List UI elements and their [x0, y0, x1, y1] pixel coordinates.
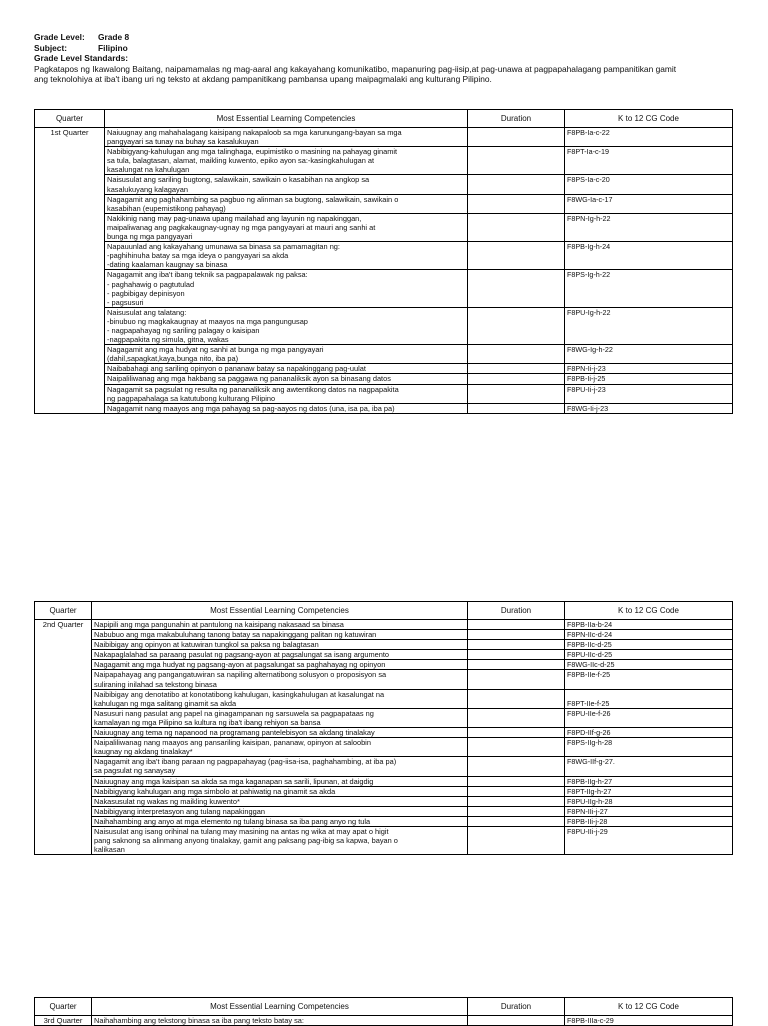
competency-text-line: Napauunlad ang kakayahang umunawa sa binasa sa pamamagitan ng: [107, 242, 340, 252]
competency-cell [92, 796, 468, 806]
competency-text-line: -dating kaalaman kaugnay sa binasa [107, 260, 228, 270]
standards-text-line-2: ang teknolohiya at iba't ibang uri ng teksto at akdang pampanitikang pambansa upang maipagmalaki ang kulturang Pilipino. [34, 74, 492, 84]
duration-cell [468, 708, 565, 727]
competency-column-header: Most Essential Learning Competencies [92, 602, 468, 620]
competency-text-line: kalikasan [94, 845, 125, 855]
table-row [35, 738, 733, 757]
competency-text-line: Napipili ang mga pangunahin at pantulong na kaisipang nakasaad sa binasa [94, 620, 344, 629]
competency-text-line: Naibibigay ang opinyon at katuwiran tungkol sa paksa ng balagtasan [94, 640, 319, 650]
table-row [35, 757, 733, 776]
competency-cell [105, 213, 468, 241]
competency-cell [92, 650, 468, 660]
competency-text-line: Nagagamit ang iba't ibang paraan ng pagpapahayag (pag-iisa-isa, paghahambing, at iba pa) [94, 757, 397, 767]
competency-text-line: maipaliwanag ang pagkakaugnay-ugnay ng mga pangyayari at mauri ang sanhi at [107, 222, 376, 232]
cg-code-cell: F8PU-IIc-d-25 [565, 650, 733, 660]
competency-text-line: Nabibigyang interpretasyon ang tulang napakinggan [94, 806, 265, 816]
competency-text-line: Nabubuo ang mga makabuluhang tanong batay sa napakinggang palitan ng katuwiran [94, 630, 377, 640]
table-row [35, 708, 733, 727]
cg-code-cell: F8PB-IIg-h-27 [565, 776, 733, 786]
table-row [35, 345, 733, 364]
table-row [35, 194, 733, 213]
duration-column-header: Duration [468, 602, 565, 620]
competency-text-line: Nagagamit ang mga hudyat ng pagsang-ayon at pagsalungat sa paghahayag ng opinyon [94, 660, 386, 670]
competency-table-quarter-3 [34, 997, 733, 1026]
table-header-row [35, 602, 733, 620]
duration-cell [468, 630, 565, 640]
competency-column-header: Most Essential Learning Competencies [105, 110, 468, 128]
cg-code-cell: F8PB-IIe-f-25 [565, 670, 733, 689]
cg-code-cell: F8PB-Ii-j-25 [565, 374, 733, 384]
duration-cell [468, 757, 565, 776]
competency-text-line: - pagbibigay depinisyon [107, 288, 185, 298]
cg-code-cell: F8PN-IIi-j-27 [565, 806, 733, 816]
competency-text-line: -nagpapakita ng simula, gitna, wakas [107, 335, 229, 345]
table-row [35, 242, 733, 270]
competency-text-line: Nakapaglalahad sa paraang pasulat ng pagsang-ayon at pagsalungat sa isang argumento [94, 650, 390, 660]
subject-label: Subject: [34, 42, 68, 53]
cg-code-cell: F8WG-IIf-g-27. [565, 757, 733, 776]
competency-text-line: kasalukuyang kalagayan [107, 184, 188, 194]
cg-code-cell: F8WG-Ig-h-22 [565, 345, 733, 364]
cg-code-cell: F8PN-Ig-h-22 [565, 213, 733, 241]
competency-text-line: Nakikinig nang may pag-unawa upang mailahad ang layunin ng napakinggan, [107, 213, 362, 223]
competency-text-line: kaugnay ng akdang tinalakay* [94, 747, 193, 757]
duration-cell [468, 786, 565, 796]
competency-text-line: Naiuugnay ang mahahalagang kaisipang nakapaloob sa mga karunungang-bayan sa mga [107, 128, 402, 137]
duration-cell [468, 128, 565, 147]
quarter-column-header: Quarter [35, 110, 105, 128]
competency-text-line: sa pagsulat ng sanaysay [94, 766, 176, 776]
table-row [35, 374, 733, 384]
cg-code-cell: F8PN-Ii-j-23 [565, 364, 733, 374]
competency-text-line: (dahil,sapagkat,kaya,bunga nito, iba pa) [107, 354, 239, 364]
cg-code-cell: F8PU-IIg-h-28 [565, 796, 733, 806]
table-row [35, 806, 733, 816]
competency-text-line: kamalayan ng mga Pilipino sa kultura ng iba't ibang rehiyon sa bansa [94, 717, 321, 727]
duration-cell [468, 374, 565, 384]
table-row [35, 364, 733, 374]
duration-cell [468, 796, 565, 806]
cg-code-cell: F8PU-Ii-j-23 [565, 384, 733, 403]
competency-text-line: Nasusuri nang pasulat ang papel na ginagampanan ng sarsuwela sa pagpapataas ng [94, 708, 374, 718]
competency-table-quarter-1 [34, 109, 733, 414]
cg-code-cell: F8PT-Ia-c-19 [565, 147, 733, 175]
cg-code-cell: F8PS-IIg-h-28 [565, 738, 733, 757]
competency-column-header: Most Essential Learning Competencies [92, 998, 468, 1016]
competency-cell [105, 194, 468, 213]
table-row [35, 620, 733, 630]
competency-text-line: Naibibigay ang denotatibo at konotatibong kahulugan, kasingkahulugan at kasalungat na [94, 689, 385, 699]
cg-code-cell: F8PS-Ia-c-20 [565, 175, 733, 194]
subject-row [34, 43, 734, 54]
duration-cell [468, 213, 565, 241]
table-row [35, 650, 733, 660]
competency-text-line: Nakasusulat ng wakas ng maikling kuwento* [94, 796, 240, 806]
table-row [35, 307, 733, 344]
duration-cell [468, 650, 565, 660]
duration-cell [468, 728, 565, 738]
table-row [35, 816, 733, 826]
competency-text-line: sa tula, balagtasan, alamat, maikling kuwento, epiko ayon sa:-kasingkahulugan at [107, 156, 375, 166]
competency-cell [105, 384, 468, 403]
table-row [35, 147, 733, 175]
competency-cell [92, 630, 468, 640]
competency-text-line: Nagagamit nang maayos ang mga pahayag sa pag-aayos ng datos (una, isa pa, iba pa) [107, 403, 395, 413]
table-row [35, 776, 733, 786]
duration-cell [468, 689, 565, 708]
table-row [35, 670, 733, 689]
competency-text-line: Naipapahayag ang pangangatuwiran sa napiling alternatibong solusyon o proposisyon sa [94, 670, 387, 680]
competency-cell [92, 806, 468, 816]
grade-level-row [34, 32, 734, 43]
competency-cell [92, 786, 468, 796]
competency-text-line: pang saknong sa alinmang anyong tinalakay, gamit ang paksang pag-ibig sa kapwa, bayan o [94, 836, 398, 846]
grade-level-value: Grade 8 [98, 32, 130, 42]
competency-cell [92, 776, 468, 786]
subject-value: Filipino [98, 42, 128, 53]
table-row [35, 786, 733, 796]
competency-cell [92, 620, 468, 630]
competency-text-line: Naipaliliwanag nang maayos ang pansariling kaisipan, pananaw, opinyon at saloobin [94, 738, 371, 748]
competency-cell [92, 1016, 468, 1026]
competency-text-line: Nagagamit ang mga hudyat ng sanhi at bunga ng mga pangyayari [107, 345, 324, 355]
competency-text-line: Naiuugnay ang mga kaisipan sa akda sa mga kaganapan sa sarili, lipunan, at daigdig [94, 776, 374, 786]
quarter-column-header: Quarter [35, 602, 92, 620]
competency-text-line: - pagsusuri [107, 297, 144, 307]
competency-text-line: bunga ng mga pangyayari [107, 232, 193, 242]
duration-cell [468, 403, 565, 413]
duration-cell [468, 147, 565, 175]
competency-cell [92, 738, 468, 757]
table-header-row [35, 998, 733, 1016]
duration-column-header: Duration [468, 110, 565, 128]
cg-code-cell: F8PB-IIa-b-24 [565, 620, 733, 630]
competency-cell [105, 270, 468, 307]
competency-text-line: Naihahambing ang anyo at mga elemento ng tulang binasa sa iba pang anyo ng tula [94, 816, 371, 826]
table-row [35, 403, 733, 413]
duration-cell [468, 307, 565, 344]
competency-cell [105, 403, 468, 413]
table-row [35, 826, 733, 854]
competency-cell [105, 345, 468, 364]
cg-code-cell: F8PU-IIi-j-29 [565, 826, 733, 854]
competency-text-line: Nagagamit ang iba't ibang teknik sa pagpapalawak ng paksa: [107, 270, 308, 280]
duration-cell [468, 270, 565, 307]
standards-text-line-1: Pagkatapos ng Ikawalong Baitang, naipamamalas ng mag-aaral ang kakayahang komunikatibo, mapanuring pag-iisip,at pag-unawa at pagpapahalagang pampanitikan gamit [34, 63, 677, 74]
competency-cell [105, 128, 468, 147]
competency-table-quarter-2 [34, 601, 733, 855]
duration-cell [468, 640, 565, 650]
table-row [35, 213, 733, 241]
document-header [34, 32, 734, 85]
duration-column-header: Duration [468, 998, 565, 1016]
cg-code-cell: F8WG-Ia-c-17 [565, 194, 733, 213]
duration-cell [468, 620, 565, 630]
table-row [35, 270, 733, 307]
competency-text-line: Nabibigyang-kahulugan ang mga talinghaga, eupimistiko o masining na pahayag ginamit [107, 147, 398, 157]
code-column-header: K to 12 CG Code [565, 998, 733, 1016]
table-row [35, 796, 733, 806]
competency-text-line: Naihahambing ang tekstong binasa sa iba pang teksto batay sa: [94, 1016, 304, 1025]
table-row [35, 128, 733, 147]
competency-text-line: Naibabahagi ang sariling opinyon o pananaw batay sa napakinggang pag-uulat [107, 364, 366, 374]
duration-cell [468, 242, 565, 270]
table-row [35, 384, 733, 403]
competency-text-line: Nagagamit sa pagsulat ng resulta ng pananaliksik ang awtentikong datos na nagpapakita [107, 384, 399, 394]
competency-cell [105, 307, 468, 344]
competency-text-line: kasalungat na kahulugan [107, 165, 190, 175]
competency-text-line: Nabibigyang kahulugan ang mga simbolo at pahiwatig na ginamit sa akda [94, 786, 336, 796]
cg-code-cell: F8PU-IIe-f-26 [565, 708, 733, 727]
competency-cell [105, 175, 468, 194]
duration-cell [468, 345, 565, 364]
table-row [35, 728, 733, 738]
competency-text-line: Naiuugnay ang tema ng napanood na programang pantelebisyon sa akdang tinalakay [94, 728, 375, 738]
competency-text-line: kasabihan (eupemistikong pahayag) [107, 203, 226, 213]
table-row [35, 1016, 733, 1026]
table-row [35, 640, 733, 650]
table-header-row [35, 110, 733, 128]
duration-cell [468, 364, 565, 374]
competency-cell [92, 689, 468, 708]
competency-cell [92, 728, 468, 738]
duration-cell [468, 194, 565, 213]
competency-text-line: Naisusulat ang isang orihinal na tulang may masining na antas ng wika at may apat o higit [94, 826, 389, 836]
code-column-header: K to 12 CG Code [565, 602, 733, 620]
table-row [35, 175, 733, 194]
competency-text-line: - paghahawig o pagtutulad [107, 279, 195, 289]
competency-text-line: ng pagpapahalaga sa katutubong kulturang Pilipino [107, 393, 276, 403]
quarter-cell: 1st Quarter [35, 128, 105, 414]
duration-cell [468, 175, 565, 194]
quarter-cell: 2nd Quarter [35, 620, 92, 855]
duration-cell [468, 806, 565, 816]
cg-code-cell: F8PD-IIf-g-26 [565, 728, 733, 738]
duration-cell [468, 816, 565, 826]
duration-cell [468, 670, 565, 689]
duration-cell [468, 1016, 565, 1026]
quarter-cell: 3rd Quarter [35, 1016, 92, 1026]
duration-cell [468, 660, 565, 670]
duration-cell [468, 738, 565, 757]
competency-text-line: pangyayari sa tunay na buhay sa kasalukuyan [107, 137, 259, 147]
competency-cell [92, 757, 468, 776]
competency-text-line: Naisusulat ang sariling bugtong, salawikain, sawikain o kasabihan na angkop sa [107, 175, 370, 185]
competency-cell [92, 670, 468, 689]
cg-code-cell: F8PB-Ia-c-22 [565, 128, 733, 147]
cg-code-cell: F8PU-Ig-h-22 [565, 307, 733, 344]
duration-cell [468, 826, 565, 854]
competency-cell [105, 374, 468, 384]
competency-cell [92, 816, 468, 826]
competency-text-line: -binubuo ng magkakaugnay at maayos na mga pangungusap [107, 316, 308, 326]
standards-label: Grade Level Standards: [34, 53, 129, 63]
competency-text-line: kahulugan ng mga salitang ginamit sa akda [94, 698, 237, 708]
competency-cell [92, 640, 468, 650]
cg-code-cell: F8PN-IIc-d-24 [565, 630, 733, 640]
cg-code-cell: F8PB-IIc-d-25 [565, 640, 733, 650]
cg-code-cell: F8PB-IIIa-c-29 [565, 1016, 733, 1026]
competency-text-line: - nagpapahayag ng sariling palagay o kaisipan [107, 325, 260, 335]
competency-cell [92, 826, 468, 854]
competency-cell [92, 708, 468, 727]
code-column-header: K to 12 CG Code [565, 110, 733, 128]
competency-text-line: Nagagamit ang paghahambing sa pagbuo ng alinman sa bugtong, salawikain, sawikain o [107, 194, 399, 204]
table-row [35, 630, 733, 640]
duration-cell [468, 776, 565, 786]
competency-cell [92, 660, 468, 670]
competency-text-line: Naipaliliwanag ang mga hakbang sa paggawa ng pananaliksik ayon sa binasang datos [107, 374, 391, 384]
cg-code-cell: F8PB-IIi-j-28 [565, 816, 733, 826]
cg-code-cell: F8WG-Ii-j-23 [565, 403, 733, 413]
cg-code-cell: F8WG-IIc-d-25 [565, 660, 733, 670]
competency-cell [105, 364, 468, 374]
cg-code-cell: F8PT-IIe-f-25 [565, 689, 733, 708]
table-row [35, 689, 733, 708]
competency-text-line: -paghihinuha batay sa mga ideya o pangyayari sa akda [107, 251, 289, 261]
cg-code-cell: F8PT-IIg-h-27 [565, 786, 733, 796]
cg-code-cell: F8PB-Ig-h-24 [565, 242, 733, 270]
competency-cell [105, 242, 468, 270]
quarter-column-header: Quarter [35, 998, 92, 1016]
competency-text-line: Naisusulat ang talatang: [107, 307, 187, 317]
duration-cell [468, 384, 565, 403]
competency-cell [105, 147, 468, 175]
grade-level-label: Grade Level: [34, 32, 85, 42]
table-row [35, 660, 733, 670]
cg-code-cell: F8PS-Ig-h-22 [565, 270, 733, 307]
competency-text-line: suliraning inilahad sa tekstong binasa [94, 679, 217, 689]
